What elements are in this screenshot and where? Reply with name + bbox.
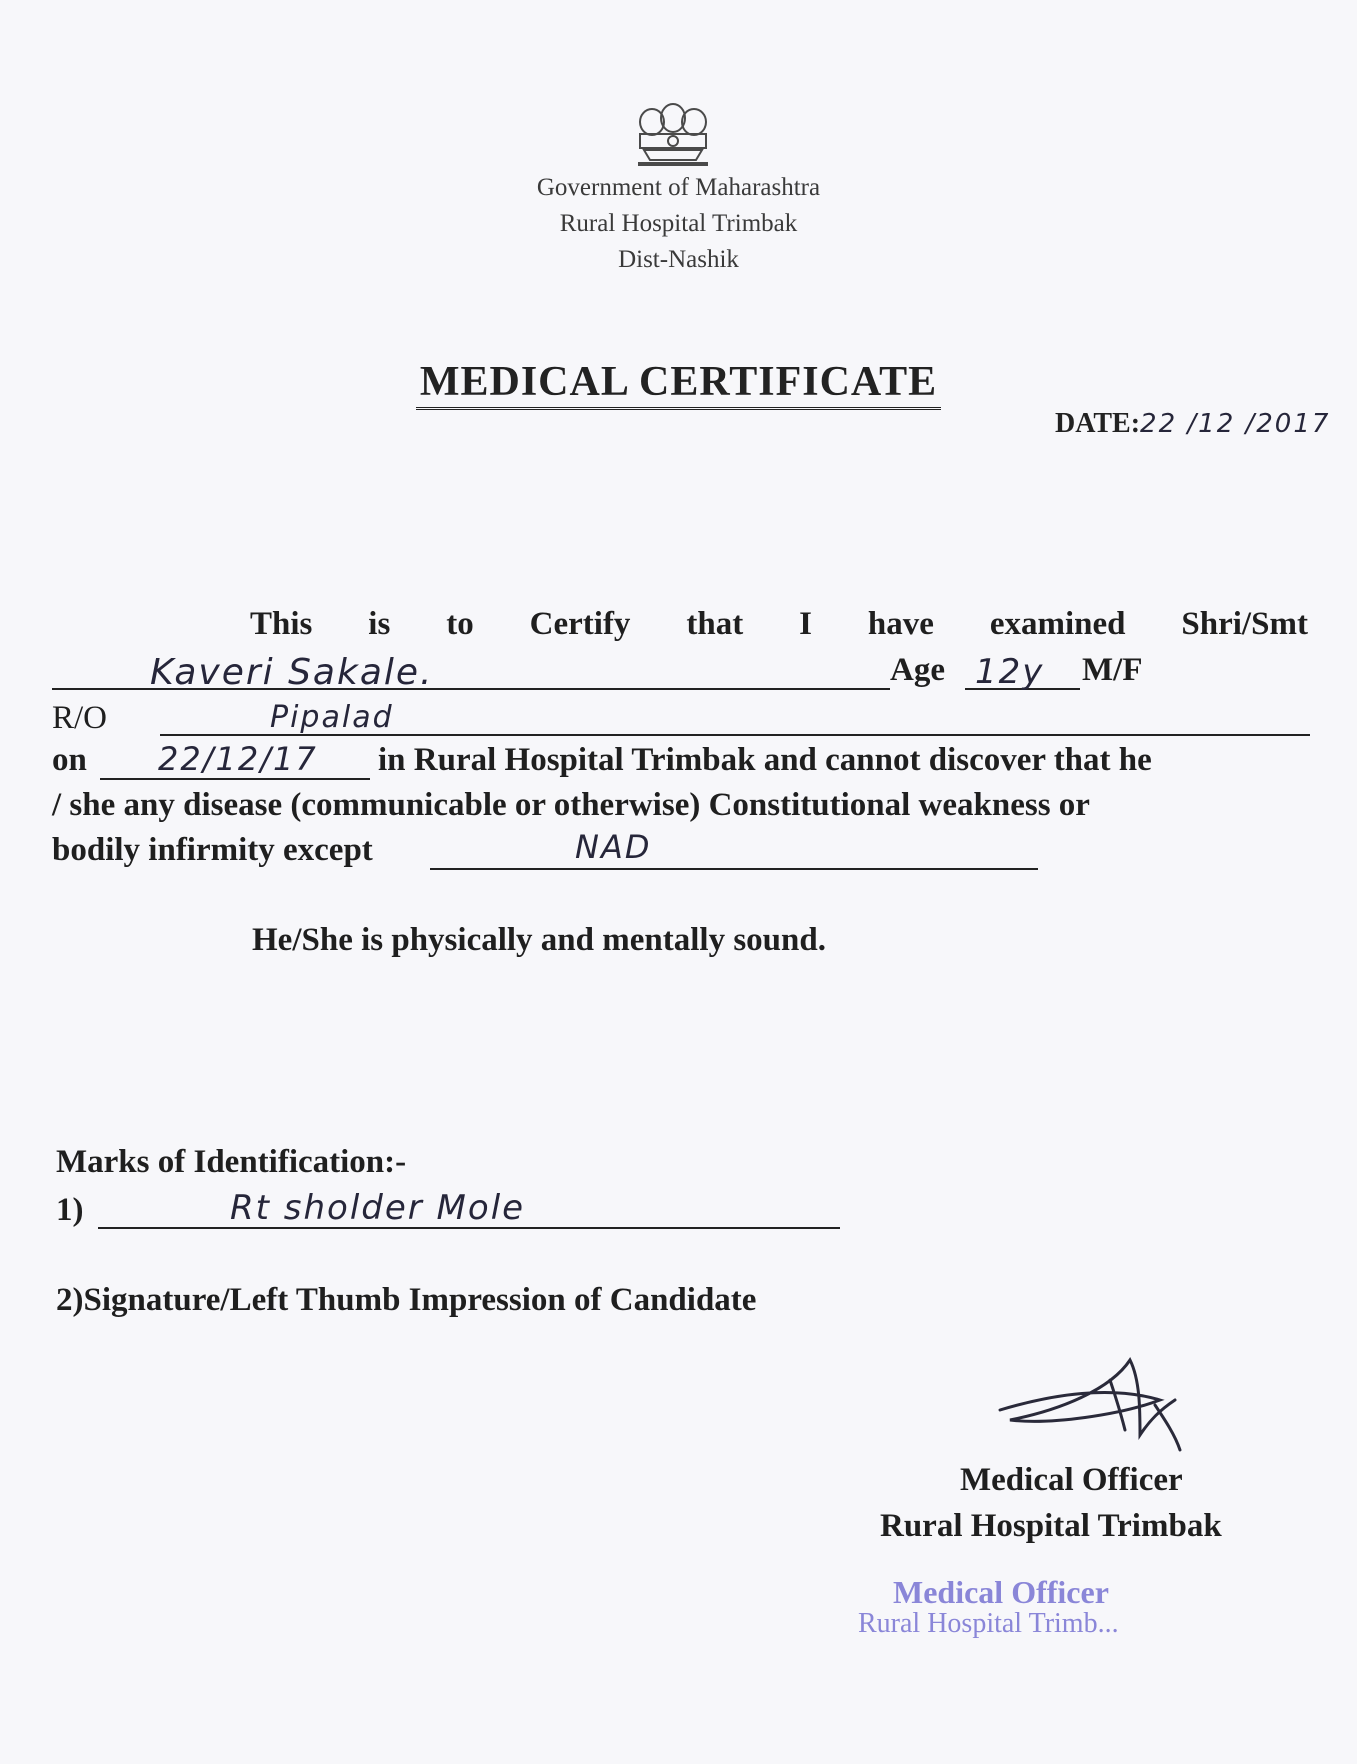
certify-word: This xyxy=(250,606,313,642)
identification-item-1-label: 1) xyxy=(56,1192,84,1228)
certify-word: that xyxy=(686,606,744,642)
except-value: NAD xyxy=(575,828,652,866)
identification-item-2: 2)Signature/Left Thumb Impression of Candidate xyxy=(56,1282,757,1318)
residence-value: Pipalad xyxy=(270,700,394,735)
certify-word: examined xyxy=(989,606,1126,642)
certify-word: is xyxy=(368,606,391,642)
certify-word: have xyxy=(867,606,934,642)
except-underline xyxy=(430,868,1038,870)
disease-statement: / she any disease (communicable or otherwise) Constitutional weakness or xyxy=(52,787,1090,823)
officer-signature-icon xyxy=(990,1340,1220,1470)
exam-date-value: 22/12/17 xyxy=(158,740,318,778)
certify-word: I xyxy=(799,606,812,642)
identification-heading: Marks of Identification:- xyxy=(56,1144,407,1180)
certify-word: Certify xyxy=(529,606,631,642)
officer-place: Rural Hospital Trimbak xyxy=(880,1508,1222,1544)
gender-label: M/F xyxy=(1082,652,1143,688)
certificate-date xyxy=(1055,408,1330,440)
date-label: DATE: xyxy=(1055,408,1141,439)
residence-label: R/O xyxy=(52,700,108,736)
stamp-place: Rural Hospital Trimb... xyxy=(858,1608,1119,1639)
exam-date-label: on xyxy=(52,742,87,778)
page-title: MEDICAL CERTIFICATE xyxy=(0,358,1357,406)
officer-title: Medical Officer xyxy=(960,1462,1183,1498)
header-government: Government of Maharashtra xyxy=(536,174,821,201)
age-label: Age xyxy=(890,652,945,688)
state-emblem-icon xyxy=(630,100,716,170)
header-district: Dist-Nashik xyxy=(618,246,739,273)
date-value: 22 /12 /2017 xyxy=(1140,409,1331,439)
stamp-title: Medical Officer xyxy=(893,1574,1109,1610)
fitness-statement: He/She is physically and mentally sound. xyxy=(252,922,826,958)
exam-date-underline xyxy=(100,778,370,780)
candidate-name: Kaveri Sakale. xyxy=(150,652,434,693)
except-label: bodily infirmity except xyxy=(52,832,373,868)
header-hospital: Rural Hospital Trimbak xyxy=(559,210,798,237)
certify-word: to xyxy=(446,606,474,642)
age-value: 12y xyxy=(975,652,1045,692)
certify-word: Shri/Smt xyxy=(1181,606,1308,642)
exam-place-text: in Rural Hospital Trimbak and cannot discover that he xyxy=(378,742,1152,778)
certify-statement xyxy=(250,606,1308,643)
identification-item-1-value: Rt sholder Mole xyxy=(230,1188,526,1228)
